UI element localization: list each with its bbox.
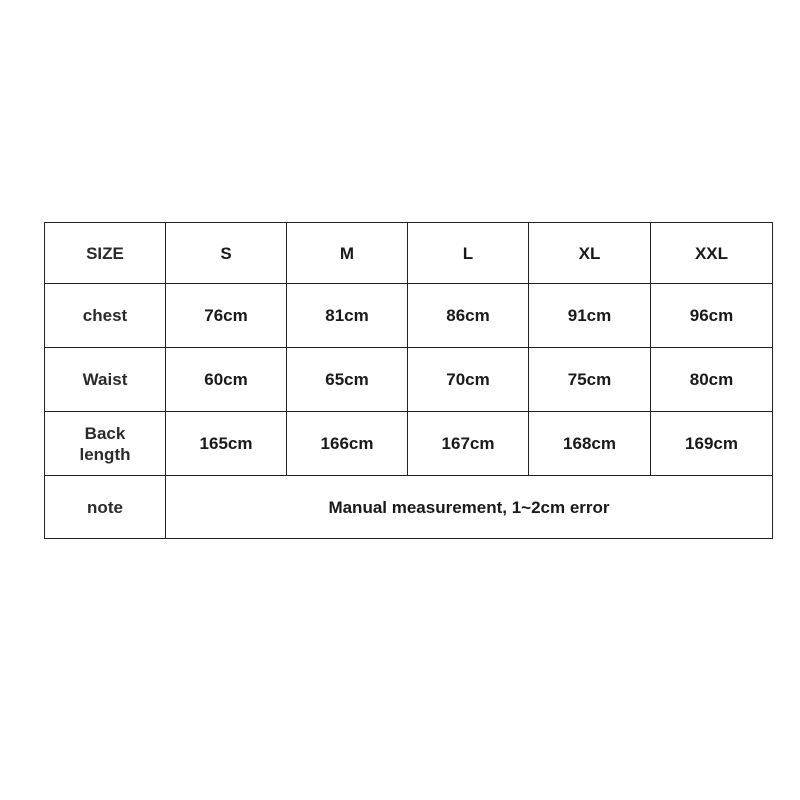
header-size-label: SIZE	[45, 223, 166, 284]
table-row-chest	[45, 284, 773, 348]
table-cell: 169cm	[651, 412, 773, 476]
table-cell: 166cm	[287, 412, 408, 476]
size-chart-table	[44, 222, 773, 539]
table-cell: 65cm	[287, 348, 408, 412]
table-row-back-length	[45, 412, 773, 476]
header-size-l: L	[408, 223, 529, 284]
header-size-xl: XL	[529, 223, 651, 284]
row-label-chest: chest	[45, 284, 166, 348]
table-cell: 70cm	[408, 348, 529, 412]
table-cell: 165cm	[166, 412, 287, 476]
header-size-s: S	[166, 223, 287, 284]
table-cell: 81cm	[287, 284, 408, 348]
row-label-note: note	[45, 476, 166, 539]
header-size-xxl: XXL	[651, 223, 773, 284]
table-cell: 91cm	[529, 284, 651, 348]
table-cell: 76cm	[166, 284, 287, 348]
table-cell: 75cm	[529, 348, 651, 412]
note-text: Manual measurement, 1~2cm error	[166, 476, 773, 539]
table-row-note	[45, 476, 773, 539]
table-cell: 168cm	[529, 412, 651, 476]
header-row	[45, 223, 773, 284]
table-cell: 80cm	[651, 348, 773, 412]
table-cell: 86cm	[408, 284, 529, 348]
table-cell: 60cm	[166, 348, 287, 412]
row-label-back-length: Back length	[45, 412, 166, 476]
table-cell: 96cm	[651, 284, 773, 348]
header-size-m: M	[287, 223, 408, 284]
table-cell: 167cm	[408, 412, 529, 476]
row-label-waist: Waist	[45, 348, 166, 412]
table-row-waist	[45, 348, 773, 412]
